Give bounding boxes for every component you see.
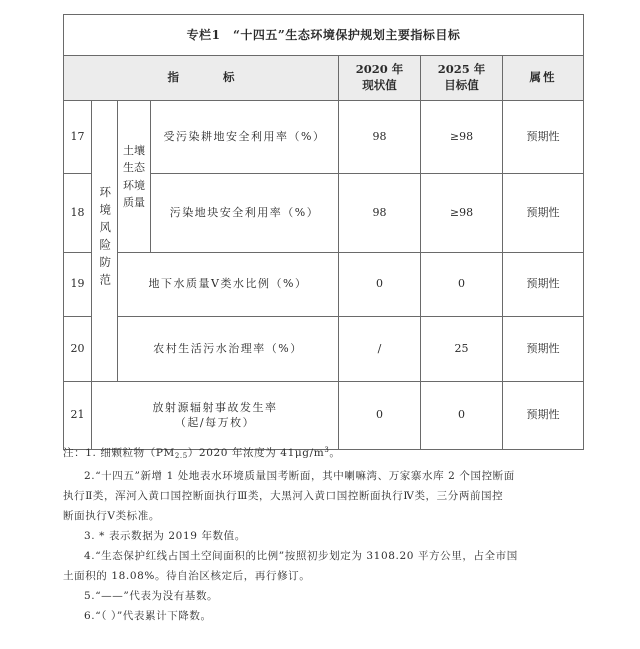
note-4-line-1: 4.“生态保护红线占国土空间面积的比例”按照初步划定为 3108.20 平方公里，占全市国	[84, 550, 518, 562]
note-1	[63, 440, 583, 466]
category-cell	[92, 101, 118, 382]
table-notes	[63, 440, 583, 626]
note-4-line-2: 土面积的 18.08%。待自治区核定后，再行修订。	[63, 570, 311, 582]
note-6: 6.“（ ）”代表累计下降数。	[84, 610, 212, 622]
subcategory-cell	[118, 101, 151, 253]
note-1-text-mid: ）2020 年浓度为 41μg/m	[187, 447, 325, 459]
table-row	[64, 253, 584, 317]
baseline-value: 0	[339, 253, 421, 317]
attribute-value: 预期性	[503, 101, 584, 174]
note-2-line-1: 2.“十四五”新增 1 处地表水环境质量国考断面，其中喇嘛湾、万家寨水库 2 个国控断面	[84, 470, 515, 482]
header-target-year: 2025 年	[437, 62, 486, 77]
row-number: 20	[64, 317, 92, 382]
baseline-value: /	[339, 317, 421, 382]
note-2-line-3: 断面执行Ⅴ类标准。	[63, 510, 160, 522]
row-number: 21	[64, 382, 92, 450]
baseline-value: 98	[339, 101, 421, 174]
pm-subscript: 2.5	[174, 452, 188, 460]
attribute-value: 预期性	[503, 253, 584, 317]
attribute-value: 预期性	[503, 382, 584, 450]
header-indicator	[64, 56, 339, 101]
table-row	[64, 317, 584, 382]
row-number: 19	[64, 253, 92, 317]
header-baseline-year: 2020 年	[355, 62, 404, 77]
indicator-name: 农村生活污水治理率（%）	[118, 317, 339, 382]
indicator-table	[63, 14, 584, 450]
note-1-text: 注：1. 细颗粒物（PM	[63, 447, 175, 459]
target-value: ≥98	[421, 174, 503, 253]
target-value: ≥98	[421, 101, 503, 174]
attribute-value: 预期性	[503, 174, 584, 253]
header-target	[421, 56, 503, 101]
target-value: 25	[421, 317, 503, 382]
header-baseline	[339, 56, 421, 101]
indicator-name: 受污染耕地安全利用率（%）	[151, 101, 339, 174]
table-title: 专栏1 “十四五”生态环境保护规划主要指标目标	[64, 15, 584, 56]
indicator-name-line-2: （起/每万枚）	[174, 415, 256, 429]
baseline-value: 98	[339, 174, 421, 253]
header-indicator-char-1: 指	[167, 70, 179, 85]
attribute-value: 预期性	[503, 317, 584, 382]
note-1-text-end: 。	[329, 447, 341, 459]
baseline-value: 0	[339, 382, 421, 450]
category-label: 环境风险防范	[98, 186, 113, 292]
header-target-label: 目标值	[444, 78, 479, 92]
indicator-name: 地下水质量Ⅴ类水比例（%）	[118, 253, 339, 317]
unit-superscript: 3	[324, 446, 330, 454]
note-2-line-2: 执行Ⅱ类，浑河入黄口国控断面执行Ⅲ类，大黑河入黄口国控断面执行Ⅳ类，三分两前国控	[63, 490, 504, 502]
table-row	[64, 101, 584, 174]
header-baseline-label: 现状值	[362, 78, 397, 92]
header-attribute: 属性	[503, 56, 584, 101]
note-3: 3. * 表示数据为 2019 年数值。	[84, 530, 246, 542]
subcategory-label: 土壤生态环境质量	[123, 144, 145, 209]
row-number: 18	[64, 174, 92, 253]
indicator-table-container	[63, 14, 583, 450]
target-value: 0	[421, 382, 503, 450]
indicator-name-line-1: 放射源辐射事故发生率	[152, 400, 278, 414]
indicator-name: 污染地块安全利用率（%）	[151, 174, 339, 253]
header-indicator-char-2: 标	[223, 70, 235, 85]
note-5: 5.“——”代表为没有基数。	[84, 590, 219, 602]
row-number: 17	[64, 101, 92, 174]
target-value: 0	[421, 253, 503, 317]
table-header-row	[64, 56, 584, 101]
